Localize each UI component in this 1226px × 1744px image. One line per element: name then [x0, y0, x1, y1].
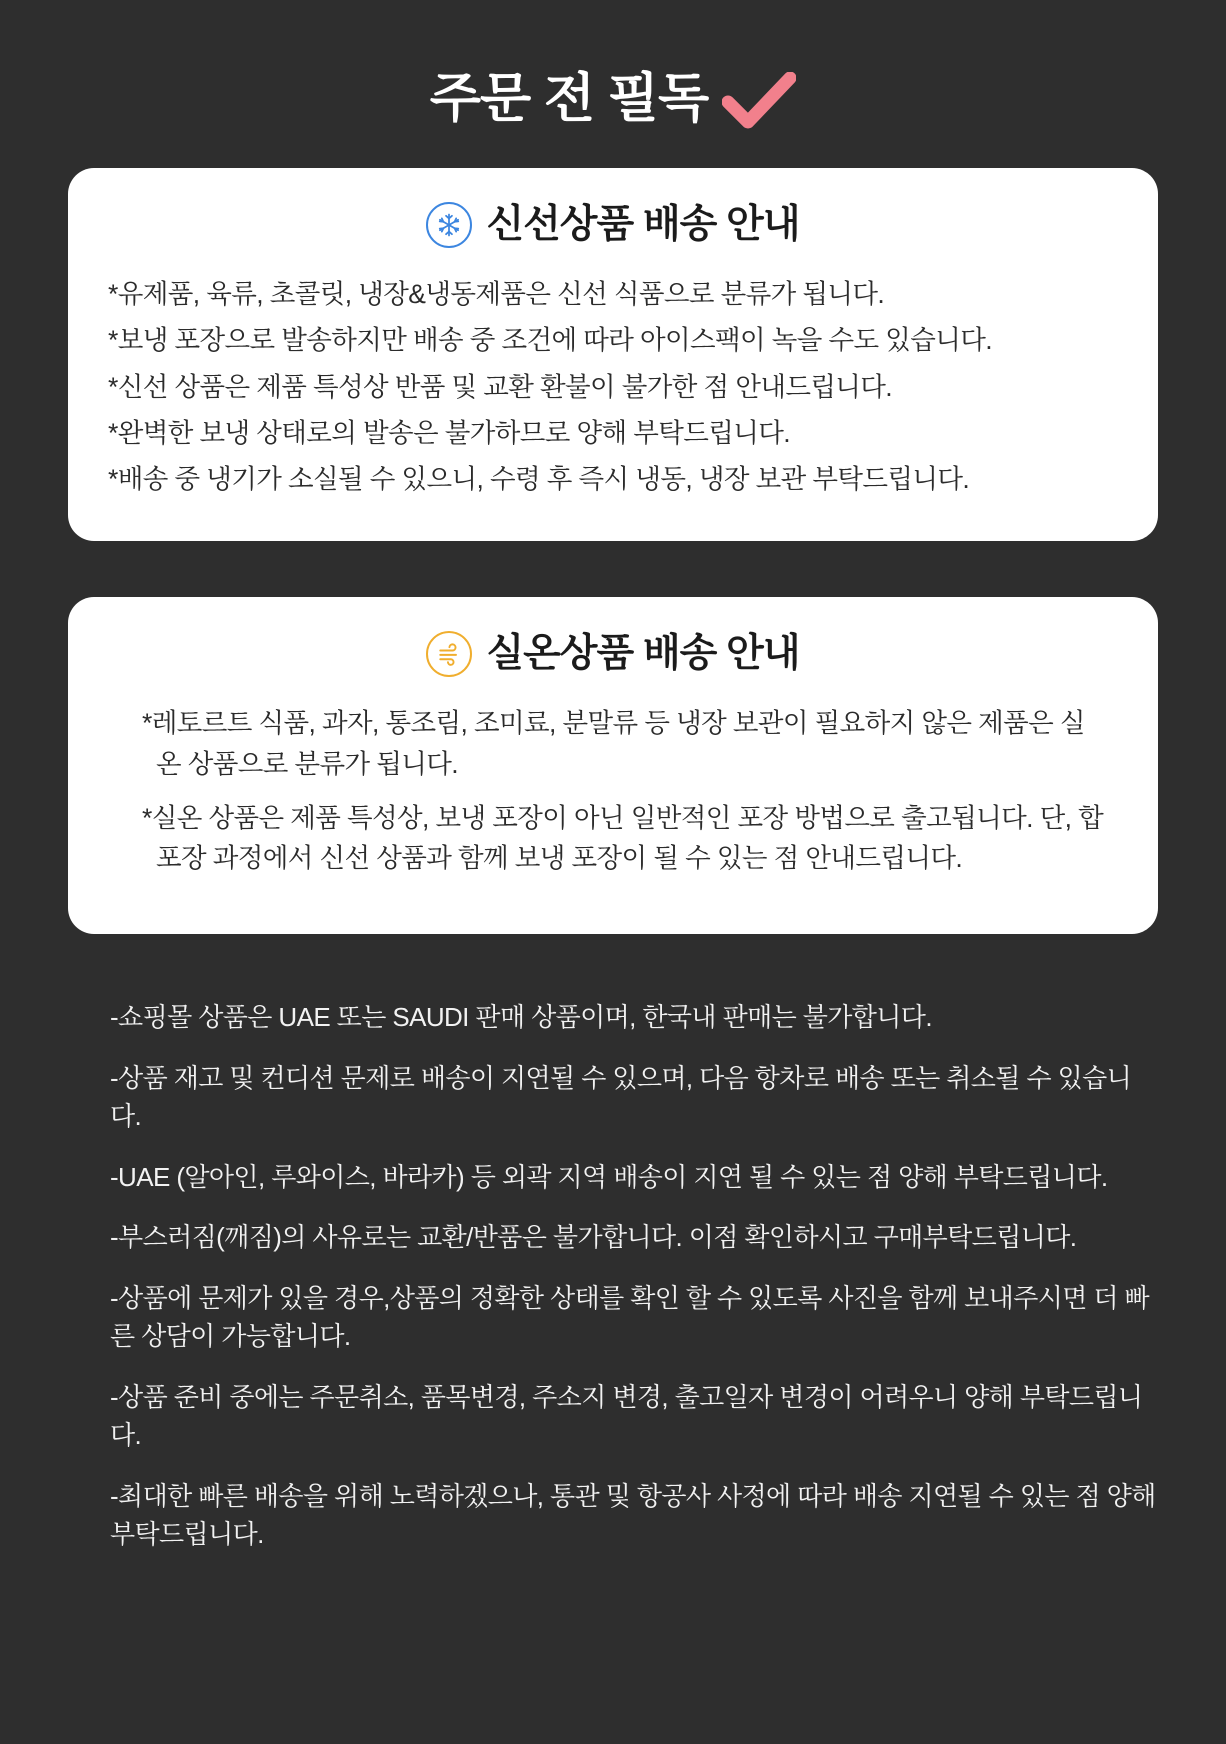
room-card-body [108, 703, 1118, 878]
room-card-title: 실온상품 배송 안내 [486, 631, 800, 675]
note-item: -최대한 빠른 배송을 위해 노력하겠으나, 통관 및 항공사 사정에 따라 배송 지연될 수 있는 점 양해 부탁드립니다. [110, 1480, 1156, 1550]
note-item: -부스러짐(깨짐)의 사유로는 교환/반품은 불가합니다. 이점 확인하시고 구매부탁드립니다. [110, 1222, 1077, 1253]
fresh-line: *유제품, 육류, 초콜릿, 냉장&냉동제품은 신선 식품으로 분류가 됩니다. [108, 279, 885, 309]
page-title: 주문 전 필독 [429, 68, 709, 128]
fresh-line: *완벽한 보냉 상태로의 발송은 불가하므로 양해 부탁드립니다. [108, 417, 791, 448]
note-item: -상품 재고 및 컨디션 문제로 배송이 지연될 수 있으며, 다음 항차로 배송 또는 취소될 수 있습니다. [110, 1062, 1132, 1132]
fresh-card-header [108, 202, 1118, 248]
note-item: -상품 준비 중에는 주문취소, 품목변경, 주소지 변경, 출고일자 변경이 어려우니 양해 부탁드립니다. [110, 1381, 1143, 1451]
fresh-delivery-card [68, 168, 1158, 541]
general-notes [0, 990, 1226, 1553]
room-line: *실온 상품은 제품 특성상, 보냉 포장이 아닌 일반적인 포장 방법으로 출고됩니다. 단, 합포장 과정에서 신선 상품과 함께 보냉 포장이 될 수 있는 점 안내드립니다. [142, 802, 1104, 874]
note-item: -쇼핑몰 상품은 UAE 또는 SAUDI 판매 상품이며, 한국내 판매는 불가합니다. [110, 1002, 932, 1033]
note-item: -상품에 문제가 있을 경우,상품의 정확한 상태를 확인 할 수 있도록 사진을 함께 보내주시면 더 빠른 상담이 가능합니다. [110, 1282, 1150, 1352]
page-header [0, 0, 1226, 168]
fresh-line: *신선 상품은 제품 특성상 반품 및 교환 환불이 불가한 점 안내드립니다. [108, 371, 893, 402]
fresh-line: *배송 중 냉기가 소실될 수 있으니, 수령 후 즉시 냉동, 냉장 보관 부탁드립니다. [108, 464, 970, 495]
room-temp-delivery-card [68, 597, 1158, 934]
room-card-header [108, 631, 1118, 677]
snowflake-icon [426, 202, 472, 248]
note-item: -UAE (알아인, 루와이스, 바라카) 등 외곽 지역 배송이 지연 될 수 있는 점 양해 부탁드립니다. [110, 1161, 1108, 1192]
fresh-line: *보냉 포장으로 발송하지만 배송 중 조건에 따라 아이스팩이 녹을 수도 있습니다. [108, 325, 993, 356]
fresh-card-title: 신선상품 배송 안내 [486, 202, 800, 246]
fresh-card-body [108, 274, 1118, 499]
room-line: *레토르트 식품, 과자, 통조림, 조미료, 분말류 등 냉장 보관이 필요하지 않은 제품은 실온 상품으로 분류가 됩니다. [142, 708, 1085, 779]
wind-icon [426, 631, 472, 677]
check-icon [722, 72, 796, 132]
